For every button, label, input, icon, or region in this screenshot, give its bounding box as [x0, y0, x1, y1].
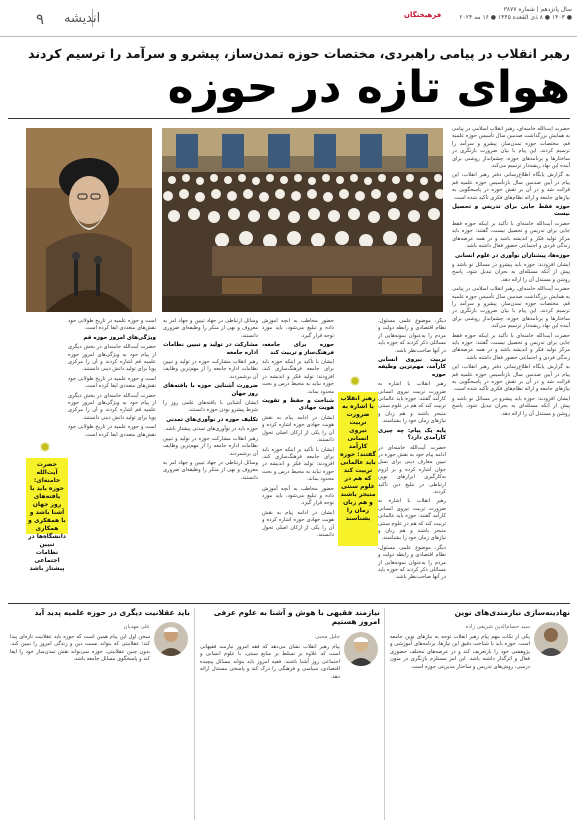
subheading: تربیت نیروی انسانی کارآمد، مهم‌ترین وظیفه حوزه: [378, 357, 446, 378]
paragraph: حضرت آیت‌الله خامنه‌ای، رهبر انقلاب اسلامی در پیامی به همایش بزرگداشت صدمین سال تأسیس حوزه علمیه قم، مختصات حوزه تمدن‌ساز، پیشرو و سرآمد را ترسیم کردند. این پیام با بیان ضرورت بازنگری در ساختارها و برنامه‌های حوزه، چشم‌انداز روشنی برای آینده این نهاد ریشه‌دار ترسیم می‌کند.: [452, 286, 570, 330]
opinion-text: سخن اول این پیام همین است که حوزه باید عقلانیت تازه‌ای پیدا کند؛ عقلانیتی که بتواند نسبت دین و زندگی امروز را تبیین کند. بدون چنین عقلانیتی، حوزه نمی‌تواند نقش تمدن‌ساز خود را ایفا کند و پاسخگوی مسائل جامعه باشد.: [10, 634, 150, 663]
column-far-left: [163, 318, 258, 598]
paragraph: حوزه باید در نوآوری‌های تمدنی پیشتاز باشد.: [164, 426, 258, 433]
assembly-photo: [162, 128, 443, 312]
page-number: ۹: [36, 10, 45, 28]
paragraph: رهبر انقلاب مشارکت حوزه در تولید و تبیین نظامات اداره جامعه را از مهم‌ترین وظایف آن برشمردند.: [163, 435, 258, 457]
column-right: [452, 126, 570, 596]
paragraph: ایشان با تأکید بر اینکه حوزه باید برای جامعه فرهنگ‌سازی کند، افزودند: تولید فکر و اندیشه در حوزه نباید به محیط درس و بحث محدود بماند.: [262, 359, 334, 395]
paragraph: است و حوزه علمیه در تاریخ طولانی خود نقش‌های متعددی ایفا کرده است.: [68, 424, 156, 438]
author-avatar: [534, 622, 568, 656]
newspaper-logo: [404, 6, 442, 32]
opinion-title: نهادینه‌سازی نیازمندی‌های نوین: [454, 608, 570, 617]
article-title: هوای تازه در حوزه: [167, 62, 570, 113]
paragraph: رهبر انقلاب مشارکت حوزه در تولید و تبیین نظامات اداره جامعه را از مهم‌ترین وظایف آن برشمردند.: [163, 359, 258, 380]
issue-meta: [440, 6, 572, 22]
subheading: حوزه فقط جایی برای تدریس و تحصیل نیست: [452, 204, 570, 218]
paragraph: ایشان افزودند: حوزه باید پیشرو در مسائل نو باشد و پیش از آنکه مسئله‌ای به بحران تبدیل شود، پاسخ روشن و مستدل آن را ارائه دهد.: [452, 395, 570, 417]
paragraph: ایشان با تأکید بر اینکه حوزه باید برای جامعه فرهنگ‌سازی کند، افزودند: تولید فکر و اندیشه در حوزه نباید به محیط درس و بحث محدود بماند.: [262, 446, 334, 483]
logo-text: فرهیختگان: [404, 11, 442, 19]
paragraph: به گزارش پایگاه اطلاع‌رسانی دفتر رهبر انقلاب، این پیام در آیین صدمین سال بازتأسیس حوزه علمیه قم قرائت شد و در آن بر نقش حوزه در پاسخگویی به نیازهای جامعه و ارائه نظام‌های فکری تأکید شده است.: [452, 364, 570, 393]
subheading: پایه یک پیام: چه چیزی کارآمدی دارد؟: [378, 427, 446, 442]
paragraph: دیگر، موضوع علمی مسئول، نظام اقتصادی و رابطه دولت و مردم را به‌عنوان نمونه‌هایی از مسائلی ذکر کردند که حوزه باید در آنها صاحب‌نظر باشد.: [378, 318, 446, 354]
paragraph: حضرت آیت‌الله خامنه‌ای با تأکید بر اینکه حوزه فقط جایی برای تدریس و تحصیل نیست، گفتند: حوزه باید مرکز تولید فکر و اندیشه باشد و در همه عرصه‌های زندگی فردی و اجتماعی حضور فعال داشته باشد.: [452, 220, 570, 250]
leader-photo: [26, 128, 152, 312]
opinion-piece-2: [200, 608, 380, 820]
subheading: حوزه‌ها، پیشتازان نوآوری در علوم انسانی: [455, 252, 570, 259]
paragraph: ایشان افزودند: حوزه باید پیشرو در مسائل نو باشد و پیش از آنکه مسئله‌ای به بحران تبدیل شود، پاسخ روشن و مستدل آن را ارائه دهد.: [452, 261, 570, 283]
paragraph: حضرت آیت‌الله خامنه‌ای در بخش دیگری از پیام خود به ویژگی‌های امروز حوزه علمیه قم اشاره کردند و آن را مرکزی پویا برای تولید دانش دینی دانستند.: [68, 392, 156, 421]
column-middle: [378, 318, 446, 598]
article-kicker: رهبر انقلاب در پیامی راهبردی، مختصات حوزه تمدن‌ساز، پیشرو و سرآمد را ترسیم کردند: [28, 46, 570, 61]
subheading: مشارکت در تولید و تبیین نظامات اداره جامعه: [163, 342, 258, 356]
paragraph: حضرت آیت‌الله خامنه‌ای با تأکید بر اینکه حوزه فقط جایی برای تدریس و تحصیل نیست، گفتند: حوزه باید مرکز تولید فکر و اندیشه باشد و در همه عرصه‌های زندگی فردی و اجتماعی حضور فعال داشته باشد.: [452, 332, 570, 361]
paragraph: حضرت آیت‌الله خامنه‌ای در ادامه پیام خود به نقش حوزه در تبیین معارف دینی برای نسل جوان اشاره کرده و بر لزوم به‌کارگیری ابزارهای نوین ارتباطی در تبلیغ دین تأکید کردند.: [378, 444, 446, 495]
opinion-text: یکی از نکات مهم پیام رهبر انقلاب توجه به نیازهای نوین جامعه است. حوزه باید با شناخت دقیق این نیازها، برنامه‌های آموزشی و پژوهشی خود را بازتعریف کند و در عرصه‌های مختلف حضوری فعال و اثرگذار داشته باشد. این امر مستلزم بازنگری در متون درسی، روش‌های تدریس و ساختار مدیریتی حوزه است.: [390, 634, 530, 670]
paragraph: وسائل ارتباطی در جهاد تبیین و جهاد امر به معروف و نهی از منکر را وظیفه‌ای ضروری دانستند.: [163, 459, 258, 481]
opinion-piece-3: [10, 608, 190, 820]
paragraph: ایشان آشنایی با یافته‌های علمی روز را شرط پیشرو بودن حوزه دانستند.: [163, 400, 258, 414]
paragraph: رهبر انقلاب با اشاره به ضرورت تربیت نیروی انسانی کارآمد گفتند: حوزه باید عالمانی تربیت کند که هم در علوم سنتی متبحر باشند و هم زبان و نیازهای زمان خود را بشناسند.: [378, 381, 446, 425]
paragraph: حضور مخاطب به آنچه آموزش داده و تبلیغ می‌شود، باید مورد توجه قرار گیرد.: [262, 485, 334, 507]
paragraph: رهبر انقلاب با اشاره به ضرورت تربیت نیروی انسانی کارآمد گفتند: حوزه باید عالمانی تربیت کند که هم در علوم سنتی متبحر باشند و هم زبان و نیازهای زمان خود را بشناسند.: [378, 498, 446, 542]
page-header: [0, 0, 577, 37]
paragraph: به گزارش پایگاه اطلاع‌رسانی دفتر رهبر انقلاب، این پیام در آیین صدمین سال بازتأسیس حوزه علمیه قم قرائت شد و در آن بر نقش حوزه در پاسخگویی به نیازهای جامعه و ارائه نظام‌های فکری تأکید شده است.: [452, 172, 570, 201]
column-under-photo: [68, 318, 156, 598]
subheading: شناخت و حفظ و تقویت هویت جهادی: [262, 398, 334, 412]
author-name: سید حسام‌الدین شریفی زاده: [465, 624, 530, 630]
subheading: ضرورت آشنایی حوزه با یافته‌های روز جهان: [163, 383, 258, 397]
author-name: جلیل محبی: [314, 634, 340, 640]
subheading: ویژگی‌های امروز حوزه قم: [83, 334, 156, 341]
paragraph: وسائل ارتباطی در جهاد تبیین و جهاد امر به معروف و نهی از منکر را وظیفه‌ای ضروری دانستند.: [163, 318, 258, 339]
paragraph: حضور مخاطب به آنچه آموزش داده و تبلیغ می‌شود، باید مورد توجه قرار گیرد.: [262, 318, 334, 339]
bottom-rule: [8, 603, 570, 604]
column-divider: [194, 608, 195, 820]
opinion-text: پیام رهبر انقلاب نشان می‌دهد که فقه امروز نیازمند فقیهانی است که علاوه بر تسلط بر منابع سنتی، با علوم انسانی و اجتماعی روز آشنا باشند. فقیه امروز باید بتواند مسائل پیچیده اقتصادی، سیاسی و فرهنگی را درک کند و پاسخی مستدل ارائه دهد.: [200, 644, 340, 680]
subheading: حوزه برای جامعه، فرهنگ‌ساز و تربیت کند: [262, 342, 334, 356]
author-avatar: [344, 632, 378, 666]
paragraph: دیگر، موضوع علمی مسئول، نظام اقتصادی و رابطه دولت و مردم را به‌عنوان نمونه‌هایی از مسائلی ذکر کردند که حوزه باید در آنها صاحب‌نظر باشد.: [378, 544, 446, 581]
paragraph: است و حوزه علمیه در تاریخ طولانی خود نقش‌های متعددی ایفا کرده است.: [68, 375, 156, 390]
title-rule: [8, 118, 570, 119]
pull-quote-2: حضرت آیت‌الله خامنه‌ای: حوزه باید با یافته‌های روز جهان آشنا باشد و با همفکری و همکاری دانشگاه‌ها در تبیین نظامات اجتماعی پیشتاز باشد: [26, 458, 68, 534]
meta-line-2: ● ۱۴۰۳ ● ۸ ذی القعده ۱۴۴۵ ● ۱۶ مه ۲۰۲۴: [459, 14, 572, 21]
opinion-piece-1: [390, 608, 570, 820]
star-icon: ✹: [349, 374, 361, 390]
column-divider: [384, 608, 385, 820]
star-icon: ✹: [39, 440, 51, 456]
opinion-title: نیازمند فقیهی با هوش و آشنا به علوم عرفی امروز هستیم: [213, 608, 380, 626]
paragraph: است و حوزه علمیه در تاریخ طولانی خود نقش‌های متعددی ایفا کرده است.: [68, 318, 156, 332]
column-left: [262, 318, 334, 598]
paragraph: ایشان در ادامه پیام به نقش هویت جهادی حوزه اشاره کرده و آن را یکی از ارکان اصلی تحول دانستند.: [262, 509, 334, 538]
subheading: تکلیف حوزه در نوآوری‌های تمدنی: [166, 416, 258, 423]
pull-quote-1: رهبر انقلاب با اشاره به ضرورت تربیت نیروی انسانی کارآمد گفتند: حوزه باید عالمانی تربیت کند که هم در علوم سنتی متبحر باشند و هم زبان زمان را بشناسند: [338, 392, 378, 546]
paragraph: ایشان در ادامه پیام به نقش هویت جهادی حوزه اشاره کرده و آن را یکی از ارکان اصلی تحول دانستند.: [262, 414, 334, 444]
section-name: اندیشه: [64, 11, 101, 26]
opinion-title: باید عقلانیت دیگری در حوزه علمیه پدید آید: [34, 608, 190, 617]
author-avatar: [154, 622, 188, 656]
paragraph: حضرت آیت‌الله خامنه‌ای در بخش دیگری از پیام خود به ویژگی‌های امروز حوزه علمیه قم اشاره کردند و آن را مرکزی پویا برای تولید دانش دینی دانستند.: [68, 344, 156, 373]
meta-line-1: سال پانزدهم | شماره ۳۸۷۷: [503, 6, 572, 13]
author-name: علی مهدیان: [123, 624, 150, 630]
paragraph: حضرت آیت‌الله خامنه‌ای، رهبر انقلاب اسلامی در پیامی به همایش بزرگداشت صدمین سال تأسیس حوزه علمیه قم، مختصات حوزه تمدن‌ساز، پیشرو و سرآمد را ترسیم کردند. این پیام با بیان ضرورت بازنگری در ساختارها و برنامه‌های حوزه، چشم‌انداز روشنی برای آینده این نهاد ریشه‌دار ترسیم می‌کند.: [452, 126, 570, 170]
